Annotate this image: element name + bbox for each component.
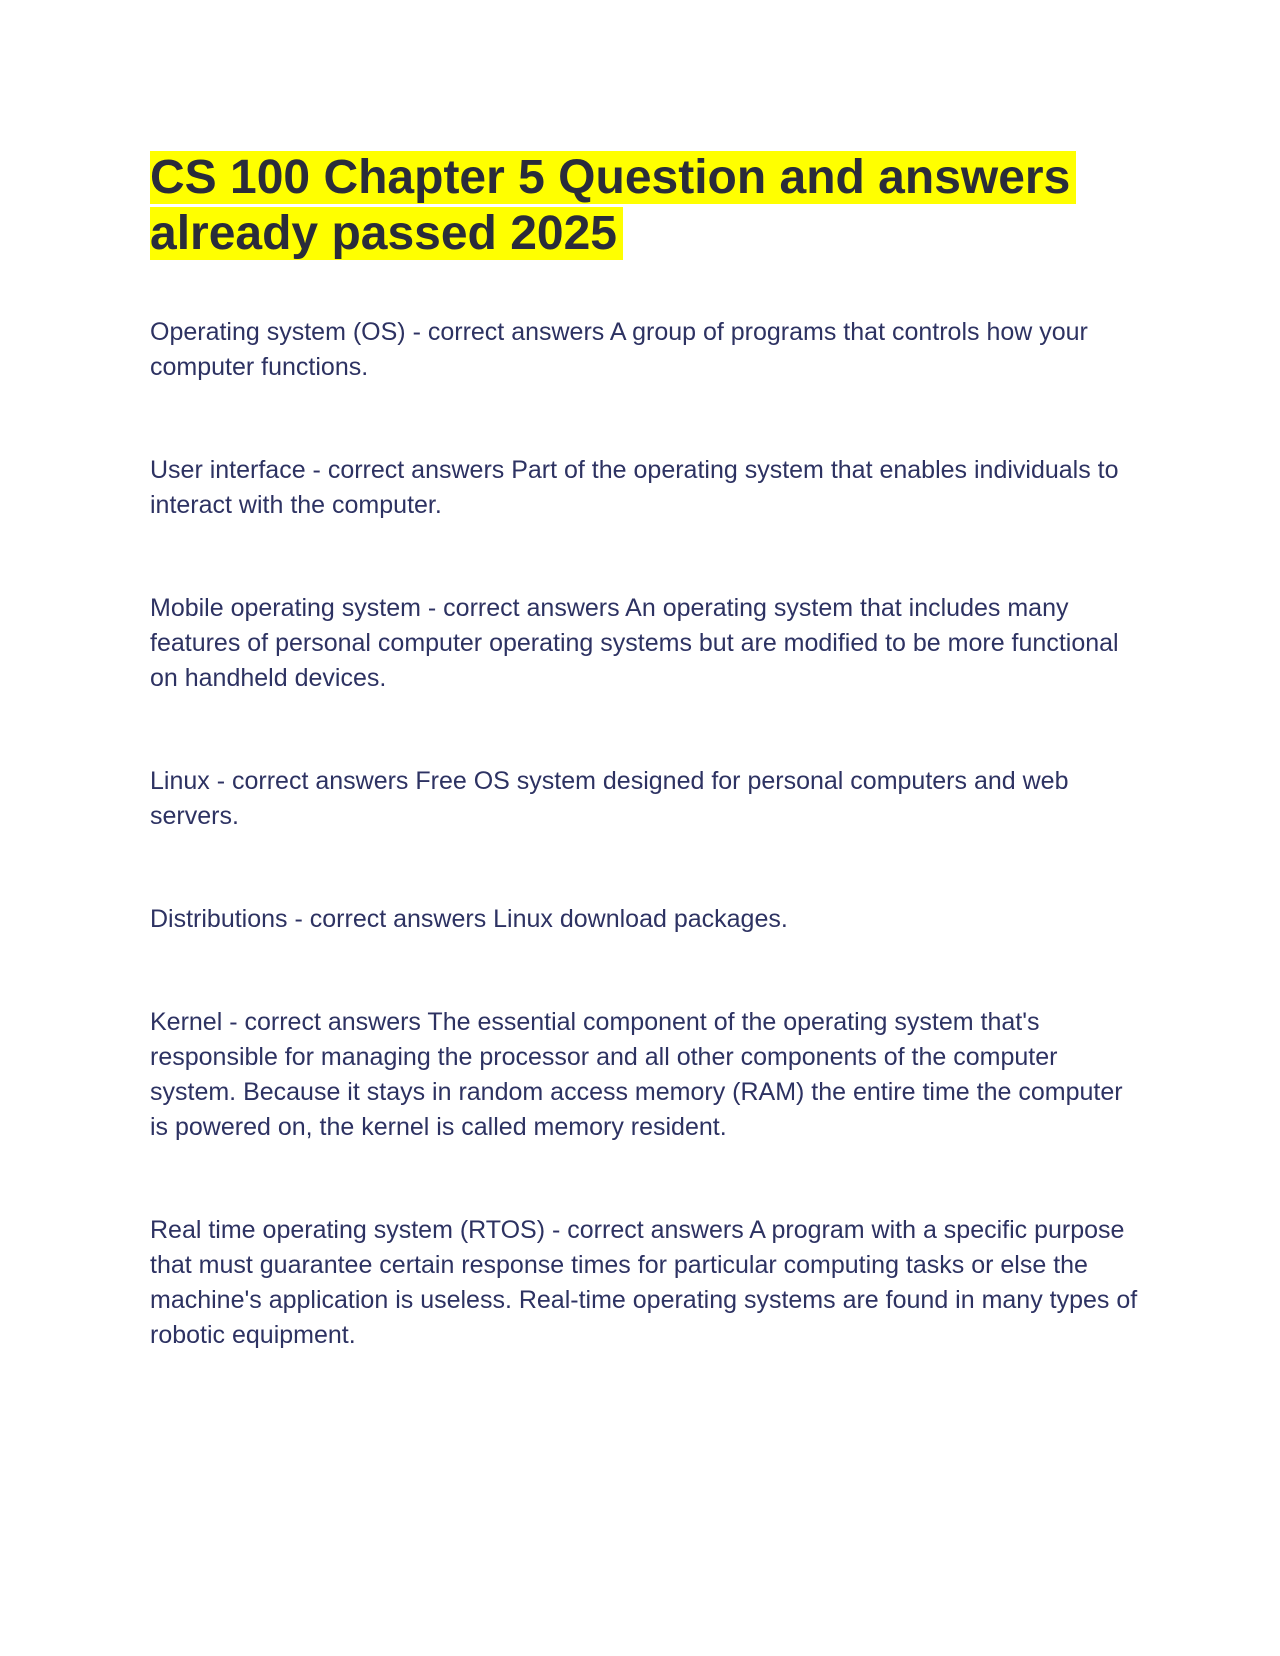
qa-entry-mobile-operating-system: Mobile operating system - correct answers An operating system that includes many features of personal computer operating systems but are modified to be more functional on handheld devices. [150, 594, 1119, 692]
qa-entry-operating-system: Operating system (OS) - correct answers A group of programs that controls how your computer functions. [150, 318, 1088, 381]
document-title [150, 150, 1140, 262]
document-content [150, 150, 1140, 1421]
qa-entry-distributions: Distributions - correct answers Linux download packages. [150, 905, 788, 933]
qa-entry-rtos: Real time operating system (RTOS) - correct answers A program with a specific purpose that must guarantee certain response times for particular computing tasks or else the machine's application is useless. Real-time operating systems are found in many types of robotic equipment. [150, 1216, 1138, 1349]
title-highlight: CS 100 Chapter 5 Question and answers already passed 2025 [150, 151, 1076, 260]
qa-entry-linux: Linux - correct answers Free OS system designed for personal computers and web servers. [150, 767, 1069, 830]
qa-entry-kernel: Kernel - correct answers The essential component of the operating system that's responsible for managing the processor and all other components of the computer system. Because it stays in random access memory (RAM) the entire time the computer is powered on, the kernel is called memory resident. [150, 1008, 1123, 1141]
qa-entry-user-interface: User interface - correct answers Part of the operating system that enables individuals to interact with the computer. [150, 456, 1119, 519]
qa-entries [150, 315, 1140, 1353]
